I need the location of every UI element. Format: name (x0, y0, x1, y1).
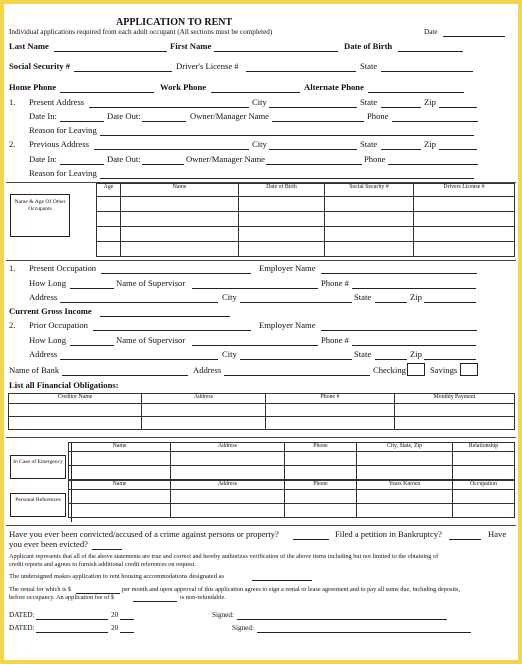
prior-employer-address-label: Address (29, 349, 58, 359)
present-city-label: City (252, 97, 267, 107)
present-occupation-label: Present Occupation (29, 263, 97, 273)
rental-line-2b: is non-refundable. (180, 594, 226, 601)
convicted-question: Have you ever been convicted/accused of a crime against persons or property? (9, 529, 279, 539)
prior-occupation-field[interactable] (93, 330, 251, 331)
dated-field-2[interactable] (36, 632, 108, 633)
previous-address-field[interactable] (94, 149, 249, 150)
evicted-question-start: Have (488, 529, 507, 539)
drivers-license-field[interactable] (246, 71, 356, 72)
occupants-col-name: Name (121, 184, 239, 197)
bank-address-field[interactable] (224, 375, 370, 376)
work-phone-label: Work Phone (160, 82, 207, 92)
state-label: State (360, 61, 378, 71)
table-row[interactable] (69, 490, 515, 504)
last-name-label: Last Name (9, 41, 49, 51)
date-of-birth-label: Date of Birth (344, 41, 393, 51)
signed-label-1: Signed: (212, 611, 234, 619)
present-state-label: State (360, 97, 378, 107)
occupants-label: Name & Age Of Other Occupants (14, 199, 66, 212)
previous-date-in-field[interactable] (60, 164, 104, 165)
residence-1-number: 1. (9, 97, 16, 107)
previous-reason-label: Reason for Leaving (29, 168, 97, 178)
present-employer-label: Employer Name (259, 263, 316, 273)
emergency-col-name: Name (69, 443, 171, 452)
savings-label: Savings (430, 365, 458, 375)
table-row[interactable] (97, 212, 515, 227)
prior-employer-state-label: State (354, 349, 372, 359)
emergency-col-address: Address (171, 443, 285, 452)
divider (6, 260, 516, 261)
drivers-license-label: Driver's License # (176, 61, 239, 71)
divider (6, 437, 516, 438)
occupants-header-row (97, 184, 515, 197)
rental-line-1b: per month and upon approval of this application agrees to sign a rental or lease agreement and to pay all sums due, including deposits, (122, 586, 461, 593)
occupants-col-age: Age (97, 184, 121, 197)
previous-date-out-label: Date Out: (107, 154, 141, 164)
prior-employer-state-field[interactable] (375, 359, 407, 360)
prior-employer-zip-field[interactable] (424, 359, 476, 360)
financial-col-address: Address (142, 394, 266, 404)
bank-name-label: Name of Bank (9, 365, 60, 375)
previous-zip-label: Zip (424, 139, 436, 149)
present-zip-label: Zip (424, 97, 436, 107)
date-of-birth-field[interactable] (398, 51, 463, 52)
references-header-row (69, 481, 515, 490)
gross-income-label: Current Gross Income (9, 306, 92, 316)
home-phone-field[interactable] (60, 92, 154, 93)
table-row[interactable] (97, 197, 515, 212)
present-employer-phone-field[interactable] (352, 288, 476, 289)
savings-checkbox[interactable] (460, 363, 478, 376)
date-label: Date (424, 28, 438, 36)
checking-label: Checking (373, 365, 406, 375)
present-how-long-field[interactable] (70, 288, 114, 289)
alternate-phone-label: Alternate Phone (304, 82, 364, 92)
dated-label-2: DATED: (9, 624, 35, 632)
prior-occupation-label: Prior Occupation (29, 320, 88, 330)
previous-city-field[interactable] (269, 149, 357, 150)
application-fee-field[interactable] (133, 601, 177, 602)
emergency-contacts-table (68, 442, 515, 480)
present-owner-label: Owner/Manager Name (190, 111, 269, 121)
previous-state-label: State (360, 139, 378, 149)
prior-employer-city-field[interactable] (240, 359, 352, 360)
prior-supervisor-label: Name of Supervisor (116, 335, 186, 345)
bank-name-field[interactable] (62, 375, 188, 376)
alternate-phone-field[interactable] (368, 92, 464, 93)
references-col-address: Address (171, 481, 285, 490)
previous-reason-field[interactable] (100, 178, 474, 179)
present-employer-phone-label: Phone # (321, 278, 349, 288)
table-row[interactable] (9, 417, 515, 430)
table-row[interactable] (9, 404, 515, 417)
present-supervisor-label: Name of Supervisor (116, 278, 186, 288)
emergency-header-row (69, 443, 515, 452)
present-reason-label: Reason for Leaving (29, 125, 97, 135)
undersigned-statement: The undersigned makes application to rent housing accommodations designated as (9, 573, 224, 580)
form-title: APPLICATION TO RENT (116, 17, 233, 28)
present-address-field[interactable] (89, 107, 249, 108)
financial-col-creditor: Creditor Name (9, 394, 142, 404)
signed-label-2: Signed: (232, 624, 254, 632)
first-name-field[interactable] (214, 51, 338, 52)
bank-address-label: Address (193, 365, 222, 375)
previous-phone-label: Phone (364, 154, 386, 164)
present-supervisor-field[interactable] (192, 288, 318, 289)
occupants-table (96, 183, 515, 257)
signature-field-1[interactable] (237, 619, 447, 620)
present-date-in-field[interactable] (60, 121, 104, 122)
prior-how-long-field[interactable] (70, 345, 114, 346)
present-city-field[interactable] (269, 107, 357, 108)
dated-label-1: DATED: (9, 611, 35, 619)
references-col-phone: Phone (285, 481, 357, 490)
form-subtitle: Individual applications required from each adult occupant (All sections must be completed) (9, 28, 273, 36)
table-row[interactable] (69, 466, 515, 480)
present-employer-state-field[interactable] (375, 302, 407, 303)
first-name-label: First Name (170, 41, 212, 51)
prior-supervisor-field[interactable] (192, 345, 318, 346)
references-col-name: Name (69, 481, 171, 490)
home-phone-label: Home Phone (9, 82, 57, 92)
present-owner-field[interactable] (272, 121, 364, 122)
previous-zip-field[interactable] (439, 149, 477, 150)
ssn-label: Social Security # (9, 61, 71, 71)
previous-address-label: Previous Address (29, 139, 89, 149)
last-name-field[interactable] (54, 51, 167, 52)
employment-1-number: 1. (9, 263, 16, 273)
occupants-col-dob: Date of Birth (239, 184, 325, 197)
financial-header-row (9, 394, 515, 404)
bankruptcy-answer-field[interactable] (449, 539, 481, 540)
convicted-answer-field[interactable] (293, 539, 329, 540)
dated-field-1[interactable] (36, 619, 108, 620)
evicted-answer-field[interactable] (92, 549, 122, 550)
present-employer-state-label: State (354, 292, 372, 302)
prior-employer-label: Employer Name (259, 320, 316, 330)
present-phone-field[interactable] (392, 121, 478, 122)
financial-obligations-table (8, 393, 515, 430)
present-employer-address-label: Address (29, 292, 58, 302)
prior-employer-field[interactable] (321, 330, 477, 331)
date-field[interactable] (443, 36, 505, 37)
rental-line-2a: before occupancy. An application fee of $ (9, 594, 115, 601)
prior-employer-zip-label: Zip (410, 349, 422, 359)
year-label-2: 20 (111, 624, 119, 632)
evicted-question-end: you ever been evicted? (9, 539, 88, 549)
references-col-years: Years Known (357, 481, 453, 490)
prior-employer-address-field[interactable] (60, 359, 218, 360)
previous-owner-field[interactable] (266, 164, 362, 165)
table-row[interactable] (97, 242, 515, 257)
references-col-occupation: Occupation (453, 481, 515, 490)
table-row[interactable] (69, 452, 515, 466)
year-label-1: 20 (111, 611, 119, 619)
authorization-line-2: credit reports and agrees to furnish additional credit references on request. (9, 561, 196, 568)
occupants-col-license: Drivers License # (414, 184, 515, 197)
residence-2-number: 2. (9, 139, 16, 149)
previous-phone-field[interactable] (388, 164, 478, 165)
authorization-line-1: Applicant represents that all of the above statements are true and correct and hereby authorizes verification of the above items including but not limited to the obtaining of (9, 553, 439, 560)
prior-employer-phone-label: Phone # (321, 335, 349, 345)
present-reason-field[interactable] (100, 135, 474, 136)
present-address-label: Present Address (29, 97, 85, 107)
present-date-out-field[interactable] (142, 121, 186, 122)
present-employer-zip-field[interactable] (424, 302, 476, 303)
present-state-field[interactable] (381, 107, 421, 108)
checking-checkbox[interactable] (407, 363, 425, 376)
previous-city-label: City (252, 139, 267, 149)
previous-state-field[interactable] (381, 149, 421, 150)
present-employer-address-field[interactable] (60, 302, 218, 303)
prior-employer-phone-field[interactable] (352, 345, 476, 346)
present-how-long-label: How Long (29, 278, 66, 288)
state-field[interactable] (381, 71, 473, 72)
present-phone-label: Phone (367, 111, 389, 121)
occupants-col-ssn: Social Security # (325, 184, 414, 197)
financial-obligations-title: List all Financial Obligations: (9, 380, 119, 390)
accommodations-field[interactable] (252, 580, 312, 581)
application-form (4, 4, 518, 660)
emergency-col-phone: Phone (285, 443, 357, 452)
present-zip-field[interactable] (439, 107, 477, 108)
present-employer-city-label: City (222, 292, 237, 302)
gross-income-field[interactable] (100, 316, 230, 317)
ssn-field[interactable] (74, 71, 172, 72)
emergency-col-relationship: Relationship (453, 443, 515, 452)
present-employer-field[interactable] (321, 273, 477, 274)
previous-owner-label: Owner/Manager Name (186, 154, 265, 164)
year-field-2[interactable] (120, 632, 134, 633)
financial-col-payment: Monthly Payment (395, 394, 515, 404)
financial-col-phone: Phone # (266, 394, 395, 404)
signature-field-2[interactable] (257, 632, 471, 633)
table-row[interactable] (97, 227, 515, 242)
present-date-in-label: Date In: (29, 111, 57, 121)
present-date-out-label: Date Out: (107, 111, 141, 121)
present-occupation-field[interactable] (101, 273, 251, 274)
work-phone-field[interactable] (211, 92, 300, 93)
employment-2-number: 2. (9, 320, 16, 330)
prior-employer-city-label: City (222, 349, 237, 359)
prior-how-long-label: How Long (29, 335, 66, 345)
divider (6, 525, 516, 526)
present-employer-zip-label: Zip (410, 292, 422, 302)
references-label: Personal References (15, 497, 61, 503)
table-row[interactable] (69, 504, 515, 518)
rental-line-1a: The rental for which is $ (9, 586, 72, 593)
emergency-col-city: City, State, Zip (357, 443, 453, 452)
previous-date-in-label: Date In: (29, 154, 57, 164)
personal-references-table (68, 480, 515, 518)
year-field-1[interactable] (120, 619, 134, 620)
present-employer-city-field[interactable] (240, 302, 352, 303)
bankruptcy-question: Filed a petition in Bankruptcy? (335, 529, 442, 539)
previous-date-out-field[interactable] (142, 164, 184, 165)
emergency-label: In Case of Emergency (13, 459, 63, 465)
